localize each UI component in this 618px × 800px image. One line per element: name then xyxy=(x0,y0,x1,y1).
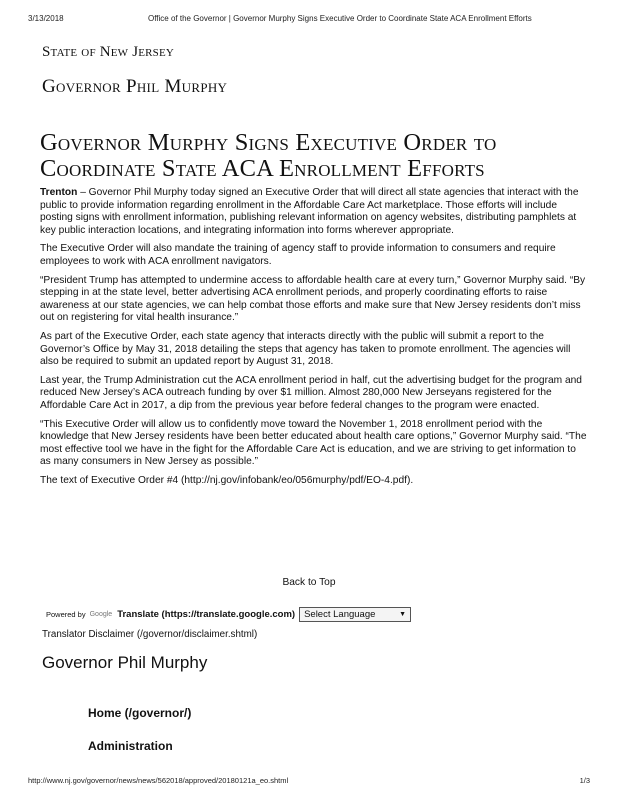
nav-item-administration[interactable]: Administration xyxy=(88,739,173,753)
print-page-number: 1/3 xyxy=(579,776,590,785)
print-date: 3/13/2018 xyxy=(28,14,64,23)
back-to-top-link[interactable]: Back to Top xyxy=(282,577,336,588)
article-paragraph: “President Trump has attempted to undermine access to affordable health care at every turn,” Governor Murphy said. “By stepping in at the state level, better advertising ACA enrollment periods, and properly coordinating efforts to raise awareness at our state agencies, we can help combat those efforts and make sure that New Jersey residents don’t miss out on registering for vital health insurance.” xyxy=(40,274,586,324)
paragraph-text: – Governor Phil Murphy today signed an Executive Order that will direct all state agencies that interact with the public to provide information regarding enrollment in the Affordable Care Act marketplace. Those efforts will include posting signs with enrollment information, publishing relevant information on agency websites, distributing pamphlets at key public interaction locations, and integrating information into forms wherever appropriate. xyxy=(40,187,579,236)
translator-disclaimer-link[interactable]: Translator Disclaimer (/governor/disclaimer.shtml) xyxy=(42,629,258,640)
print-page-title: Office of the Governor | Governor Murphy Signs Executive Order to Coordinate State ACA Enrollment Efforts xyxy=(148,14,532,23)
article-paragraph: As part of the Executive Order, each state agency that interacts directly with the public will submit a report to the Governor’s Office by May 31, 2018 detailing the steps that agency has taken to promote enrollment. The agencies will also be required to submit an updated report by August 31, 2018. xyxy=(40,330,571,368)
google-logo: Google xyxy=(89,611,113,618)
governor-site-title-link[interactable]: Governor Phil Murphy xyxy=(42,76,228,97)
article-paragraph xyxy=(40,187,588,237)
article-paragraph: “This Executive Order will allow us to confidently move toward the November 1, 2018 enrollment period with the knowledge that New Jersey residents have been better educated about health care options,” Governor Murphy said. “The most effective tool we have in the fight for the Affordable Care Act is education, and we are striving to get information to as many consumers in New Jersey as possible.” xyxy=(40,418,587,468)
translate-widget xyxy=(46,607,411,622)
language-select[interactable] xyxy=(299,607,411,622)
article-paragraph: The Executive Order will also mandate the training of agency staff to provide information to consumers and require employees to work with ACA enrollment navigators. xyxy=(40,243,556,267)
print-header xyxy=(28,14,590,23)
powered-by-label: Powered by xyxy=(46,610,86,619)
print-url: http://www.nj.gov/governor/news/news/562018/approved/20180121a_eo.shtml xyxy=(28,776,289,785)
article-body xyxy=(40,187,588,493)
article-paragraph: Last year, the Trump Administration cut the ACA enrollment period in half, cut the advertising budget for the program and reduced New Jersey’s ACA outreach funding by over $1 million. Almost 280,000 New Jerseyans registered for the Affordable Care Act in 2017, a dip from the previous year before federal changes to the program were enacted. xyxy=(40,374,582,411)
language-select-value: Select Language xyxy=(304,609,376,620)
nav-item-home[interactable]: Home (/governor/) xyxy=(88,706,192,720)
executive-order-link[interactable]: The text of Executive Order #4 (http://nj.gov/infobank/eo/056murphy/pdf/EO-4.pdf). xyxy=(40,474,414,486)
print-footer xyxy=(28,776,590,785)
sidebar-title: Governor Phil Murphy xyxy=(42,653,208,672)
google-translate-link[interactable]: Translate (https://translate.google.com) xyxy=(117,609,296,620)
state-of-new-jersey-link[interactable]: State of New Jersey xyxy=(42,44,175,60)
dateline: Trenton xyxy=(40,187,78,198)
dropdown-arrow-icon: ▼ xyxy=(399,611,407,618)
article-headline: Governor Murphy Signs Executive Order to Coordinate State ACA Enrollment Efforts xyxy=(40,129,497,182)
